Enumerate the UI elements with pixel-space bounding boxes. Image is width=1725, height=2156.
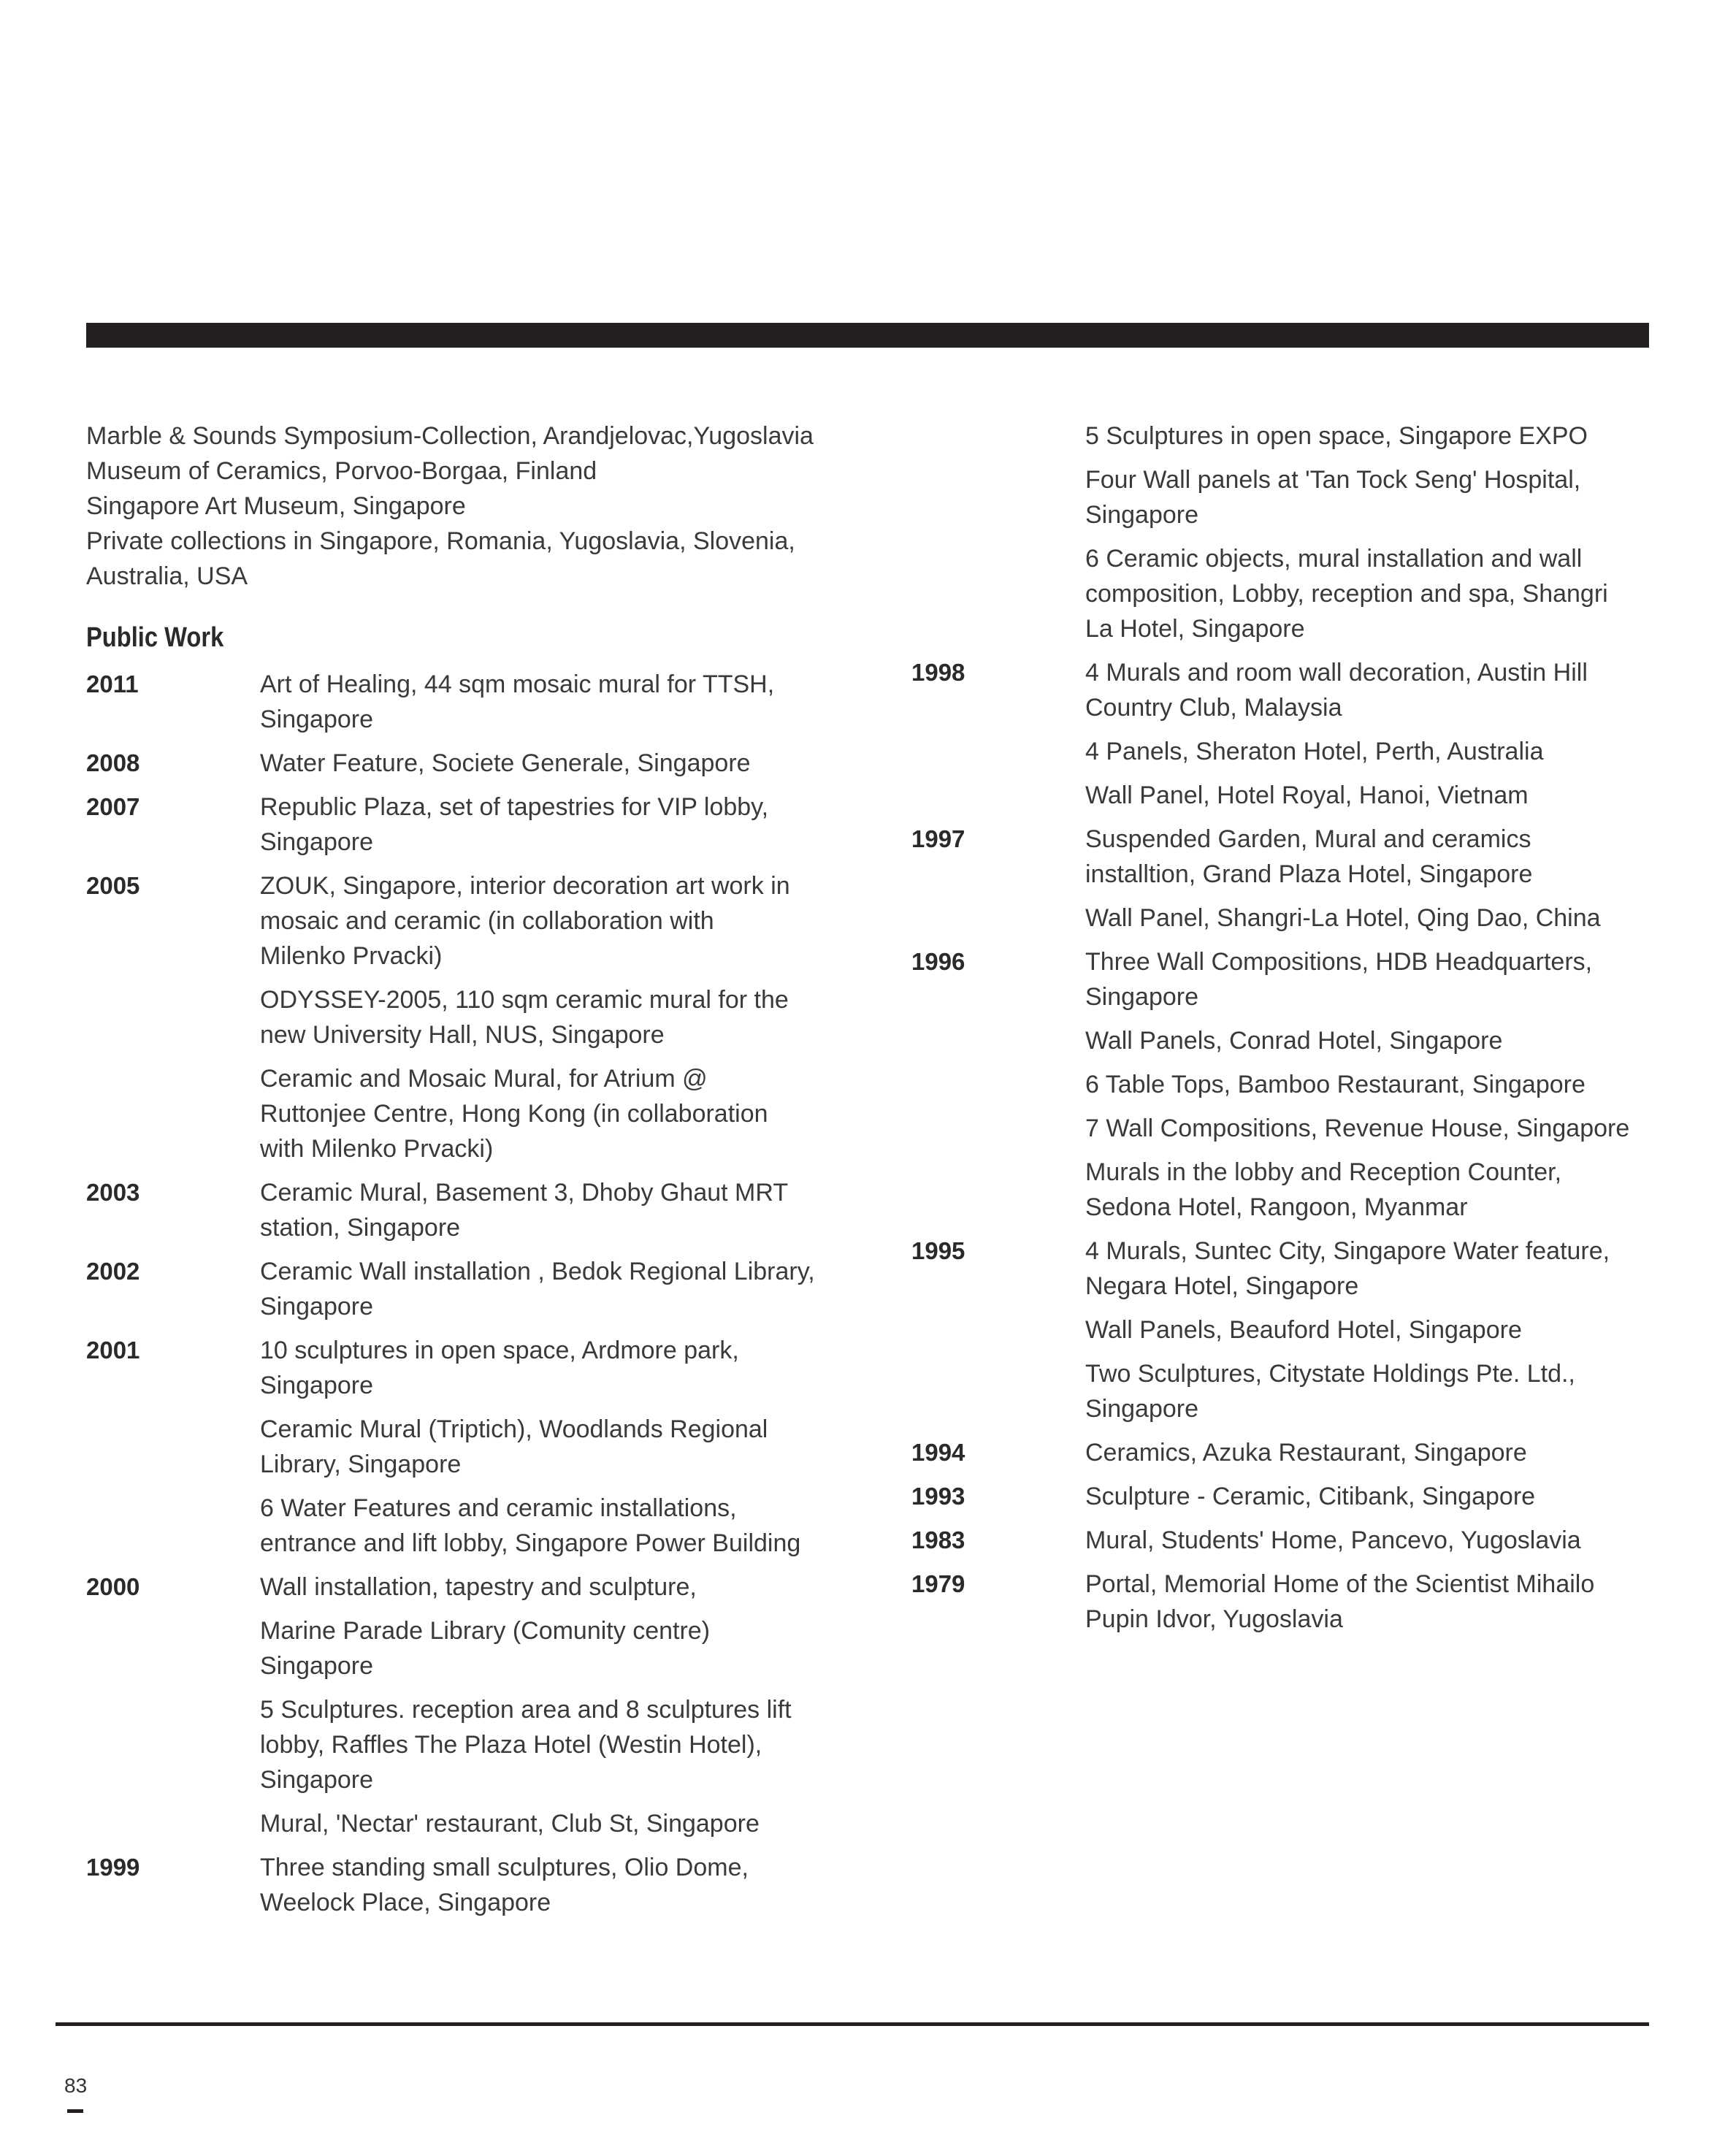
- entry-line: Wall Panels, Conrad Hotel, Singapore: [1085, 1027, 1503, 1055]
- entry-line: Ceramic and Mosaic Mural, for Atrium @: [260, 1065, 708, 1093]
- entry-line: Country Club, Malaysia: [1085, 694, 1342, 722]
- entry-line: Mural, 'Nectar' restaurant, Club St, Singapore: [260, 1810, 760, 1838]
- work-entry: [1085, 901, 1649, 936]
- year-group: [911, 1435, 1649, 1470]
- year-group: [86, 667, 853, 737]
- entry-line: Water Feature, Societe Generale, Singapore: [260, 749, 751, 777]
- entry-line: Weelock Place, Singapore: [260, 1889, 551, 1916]
- work-entry: [260, 1692, 853, 1797]
- work-entry: [1085, 655, 1649, 725]
- year-group: [911, 1479, 1649, 1514]
- work-entry: [260, 982, 853, 1052]
- year-group: [911, 1234, 1649, 1426]
- collection-item: Australia, USA: [86, 562, 248, 590]
- entry-line: 4 Murals and room wall decoration, Austin Hill: [1085, 659, 1588, 687]
- entry-line: Mural, Students' Home, Pancevo, Yugoslavia: [1085, 1526, 1581, 1554]
- entry-line: 6 Water Features and ceramic installations,: [260, 1494, 737, 1522]
- work-entry: [1085, 1312, 1649, 1348]
- work-entry: [1085, 1435, 1649, 1470]
- footer-rule: [56, 2022, 1649, 2026]
- entry-line: 5 Sculptures in open space, Singapore EXPO: [1085, 422, 1588, 450]
- year-group: [911, 1523, 1649, 1558]
- year-label: 2001: [86, 1337, 140, 1364]
- entry-line: 5 Sculptures. reception area and 8 sculptures lift: [260, 1696, 792, 1724]
- entry-line: ODYSSEY-2005, 110 sqm ceramic mural for the: [260, 986, 789, 1014]
- work-entry: [1085, 734, 1649, 769]
- entry-line: Three Wall Compositions, HDB Headquarters,: [1085, 948, 1593, 976]
- work-entry: [260, 1806, 853, 1841]
- year-group: [86, 1254, 853, 1324]
- entry-line: Four Wall panels at 'Tan Tock Seng' Hospital,: [1085, 466, 1581, 494]
- work-entry: [1085, 1067, 1649, 1102]
- entry-line: new University Hall, NUS, Singapore: [260, 1021, 665, 1049]
- work-entry: [1085, 462, 1649, 532]
- year-group: [911, 1567, 1649, 1637]
- entry-line: Singapore: [260, 1652, 374, 1680]
- year-label: 1999: [86, 1854, 140, 1881]
- work-entry: [260, 1333, 853, 1403]
- work-entry: [1085, 1111, 1649, 1146]
- work-entry: [1085, 1523, 1649, 1558]
- entry-line: Sculpture - Ceramic, Citibank, Singapore: [1085, 1483, 1536, 1510]
- work-entry: [1085, 778, 1649, 813]
- right-year-groups: [911, 418, 1649, 1637]
- year-label: 1993: [911, 1483, 965, 1510]
- entry-line: Singapore: [260, 1293, 374, 1320]
- entry-line: Sedona Hotel, Rangoon, Myanmar: [1085, 1193, 1468, 1221]
- work-entry: [260, 1061, 853, 1166]
- page-number-dash: [67, 2109, 83, 2113]
- entry-line: Library, Singapore: [260, 1450, 462, 1478]
- entry-line: 4 Murals, Suntec City, Singapore Water feature,: [1085, 1237, 1610, 1265]
- work-entry: [260, 1175, 853, 1245]
- entry-line: Suspended Garden, Mural and ceramics: [1085, 825, 1531, 853]
- year-group: [86, 1850, 853, 1920]
- year-label: 2005: [86, 872, 140, 899]
- year-group: [86, 868, 853, 1166]
- year-group: [86, 1333, 853, 1561]
- entry-line: Singapore: [260, 1372, 374, 1399]
- entry-line: Pupin Idvor, Yugoslavia: [1085, 1605, 1343, 1633]
- entry-line: Republic Plaza, set of tapestries for VIP lobby,: [260, 793, 769, 821]
- year-label: 2008: [86, 749, 140, 776]
- year-label: 1979: [911, 1570, 965, 1597]
- entry-line: Marine Parade Library (Comunity centre): [260, 1617, 711, 1645]
- year-group: [86, 790, 853, 860]
- entry-line: 4 Panels, Sheraton Hotel, Perth, Australia: [1085, 738, 1544, 765]
- year-label: 1998: [911, 659, 965, 686]
- year-label: 1997: [911, 825, 965, 852]
- entry-line: Singapore: [260, 828, 374, 856]
- entry-line: Wall installation, tapestry and sculpture,: [260, 1573, 697, 1601]
- collection-item: Private collections in Singapore, Romania, Yugoslavia, Slovenia,: [86, 527, 795, 555]
- entry-line: Singapore: [260, 1766, 374, 1794]
- work-entry: [260, 790, 853, 860]
- work-entry: [1085, 1567, 1649, 1637]
- collection-item: Marble & Sounds Symposium-Collection, Arandjelovac,Yugoslavia: [86, 422, 814, 450]
- work-entry: [260, 667, 853, 737]
- work-entry: [260, 746, 853, 781]
- entry-line: Ceramic Wall installation , Bedok Regional Library,: [260, 1258, 815, 1285]
- entry-line: 10 sculptures in open space, Ardmore park,: [260, 1337, 739, 1364]
- entry-line: entrance and lift lobby, Singapore Power Building: [260, 1529, 801, 1557]
- entry-line: Singapore: [260, 706, 374, 733]
- work-entry: [1085, 541, 1649, 646]
- work-entry: [260, 1613, 853, 1683]
- entry-line: Wall Panels, Beauford Hotel, Singapore: [1085, 1316, 1522, 1344]
- entry-line: Murals in the lobby and Reception Counter,: [1085, 1158, 1562, 1186]
- year-label: 1994: [911, 1439, 965, 1466]
- entry-line: 7 Wall Compositions, Revenue House, Singapore: [1085, 1115, 1630, 1142]
- entry-line: 6 Ceramic objects, mural installation and wall: [1085, 545, 1583, 573]
- work-entry: [260, 1491, 853, 1561]
- work-entry: [260, 1850, 853, 1920]
- work-entry: [1085, 1479, 1649, 1514]
- entry-line: Art of Healing, 44 sqm mosaic mural for TTSH,: [260, 670, 775, 698]
- work-entry: [260, 1412, 853, 1482]
- entry-line: with Milenko Prvacki): [260, 1135, 494, 1163]
- work-entry: [1085, 944, 1649, 1014]
- work-entry: [260, 1254, 853, 1324]
- page-number: 83: [64, 2074, 88, 2097]
- entry-line: Two Sculptures, Citystate Holdings Pte. Ltd.,: [1085, 1360, 1575, 1388]
- work-entry: [260, 868, 853, 974]
- entry-line: Ruttonjee Centre, Hong Kong (in collaboration: [260, 1100, 768, 1128]
- collection-item: Singapore Art Museum, Singapore: [86, 492, 466, 520]
- entry-line: Ceramic Mural, Basement 3, Dhoby Ghaut MRT: [260, 1179, 789, 1207]
- work-entry: [1085, 1155, 1649, 1225]
- entry-line: La Hotel, Singapore: [1085, 615, 1305, 643]
- collections-list: [86, 418, 853, 594]
- right-column: [911, 418, 1649, 1645]
- entry-line: Portal, Memorial Home of the Scientist Mihailo: [1085, 1570, 1595, 1598]
- year-group: [86, 1175, 853, 1245]
- year-label: 1995: [911, 1237, 965, 1264]
- year-group: [911, 418, 1649, 646]
- year-label: 2003: [86, 1179, 140, 1206]
- year-label: 2011: [86, 670, 139, 697]
- year-group: [911, 822, 1649, 936]
- year-group: [911, 655, 1649, 813]
- entry-line: mosaic and ceramic (in collaboration with: [260, 907, 714, 935]
- work-entry: [1085, 1356, 1649, 1426]
- work-entry: [1085, 1023, 1649, 1058]
- entry-line: lobby, Raffles The Plaza Hotel (Westin Hotel),: [260, 1731, 762, 1759]
- work-entry: [1085, 1234, 1649, 1304]
- year-label: 2002: [86, 1258, 140, 1285]
- entry-line: Ceramic Mural (Triptich), Woodlands Regional: [260, 1415, 768, 1443]
- work-entry: [1085, 418, 1649, 454]
- entry-line: Singapore: [1085, 501, 1199, 529]
- entry-line: station, Singapore: [260, 1214, 461, 1242]
- entry-line: Negara Hotel, Singapore: [1085, 1272, 1359, 1300]
- collection-item: Museum of Ceramics, Porvoo-Borgaa, Finland: [86, 457, 597, 485]
- entry-line: installtion, Grand Plaza Hotel, Singapore: [1085, 860, 1533, 888]
- entry-line: ZOUK, Singapore, interior decoration art work in: [260, 872, 790, 900]
- year-label: 2000: [86, 1573, 140, 1600]
- entry-line: Singapore: [1085, 983, 1199, 1011]
- entry-line: Milenko Prvacki): [260, 942, 443, 970]
- year-label: 1983: [911, 1526, 965, 1553]
- left-year-groups: [86, 667, 853, 1920]
- year-label: 2007: [86, 793, 140, 820]
- section-heading: Public Work: [86, 622, 224, 653]
- header-bar: [86, 323, 1649, 348]
- year-group: [86, 746, 853, 781]
- entry-line: composition, Lobby, reception and spa, Shangri: [1085, 580, 1608, 608]
- work-entry: [260, 1570, 853, 1605]
- entry-line: Singapore: [1085, 1395, 1199, 1423]
- entry-line: Ceramics, Azuka Restaurant, Singapore: [1085, 1439, 1527, 1467]
- entry-line: 6 Table Tops, Bamboo Restaurant, Singapore: [1085, 1071, 1586, 1098]
- entry-line: Three standing small sculptures, Olio Dome,: [260, 1854, 749, 1881]
- year-group: [911, 944, 1649, 1225]
- year-label: 1996: [911, 948, 965, 975]
- entry-line: Wall Panel, Shangri-La Hotel, Qing Dao, China: [1085, 904, 1601, 932]
- left-column: [86, 418, 853, 1929]
- year-group: [86, 1570, 853, 1841]
- entry-line: Wall Panel, Hotel Royal, Hanoi, Vietnam: [1085, 781, 1529, 809]
- work-entry: [1085, 822, 1649, 892]
